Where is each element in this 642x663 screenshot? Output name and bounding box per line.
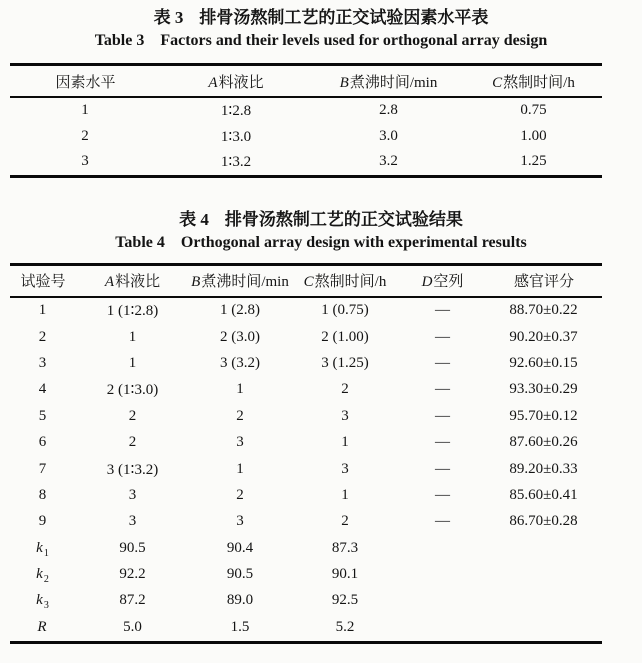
- table-cell: 5: [38, 407, 47, 424]
- table-row: [10, 149, 602, 176]
- table-cell: 1 (0.75): [321, 302, 369, 319]
- table-cell: 2: [236, 407, 244, 424]
- table3-caption-en: [0, 29, 642, 53]
- table-cell: 88.70±0.22: [509, 302, 578, 319]
- table-cell: 5.0: [123, 618, 142, 635]
- table3: [10, 63, 602, 178]
- table-cell: 8: [38, 486, 47, 503]
- table-cell: 3: [236, 513, 244, 530]
- stat-base: R: [37, 618, 47, 635]
- header-text: 煮沸时间/min: [349, 74, 438, 91]
- table4-header-run: [10, 264, 75, 297]
- table-cell: 86.70±0.28: [509, 513, 578, 530]
- table-cell: 1: [128, 328, 137, 345]
- table4-caption-en-text: Orthogonal array design with experimental results: [180, 233, 527, 251]
- table-cell: 3.0: [379, 127, 398, 144]
- table-cell: 2: [38, 328, 47, 345]
- header-text: 料液比: [115, 274, 161, 290]
- table-cell: 1 (1∶2.8): [106, 303, 159, 320]
- stat-label: [10, 588, 75, 614]
- table-cell: 6: [38, 434, 47, 451]
- table-cell: 2 (1.00): [321, 328, 369, 345]
- table4-caption-zh: [0, 178, 642, 231]
- table4-header-a: [75, 264, 190, 297]
- table3-header-a: [160, 65, 312, 98]
- table-cell: 1: [38, 302, 47, 319]
- header-text: 煮沸时间/min: [201, 274, 289, 290]
- table-row: [10, 124, 602, 150]
- table-cell: 92.5: [331, 592, 359, 609]
- table-cell: 3: [341, 407, 349, 424]
- table3-caption-zh-text: 排骨汤熬制工艺的正交试验因素水平表: [199, 8, 489, 27]
- table-cell: 1.5: [230, 618, 250, 635]
- table-cell: 3 (1.25): [321, 354, 369, 371]
- stat-subscript: 3: [43, 600, 49, 612]
- table3-header-c: [465, 65, 602, 98]
- table-row: [10, 97, 602, 124]
- table-cell: 85.60±0.41: [509, 486, 578, 503]
- table-cell: 3 (1∶3.2): [106, 461, 159, 478]
- stat-subscript: 1: [43, 547, 49, 559]
- table3-header-factor-level: [10, 65, 160, 98]
- table-cell: 5.2: [335, 618, 355, 635]
- table-cell: —: [435, 513, 450, 530]
- stat-base: k: [36, 592, 43, 609]
- table-cell: [485, 588, 602, 614]
- header-text: 因素水平: [55, 74, 116, 91]
- table-row: [10, 403, 602, 429]
- table-cell: 3 (3.2): [220, 354, 260, 371]
- stat-base: k: [36, 566, 43, 583]
- header-italic-var: B: [191, 274, 201, 290]
- table-row-stat-k2: [10, 561, 602, 587]
- table-cell: 3: [38, 354, 47, 371]
- header-text: 熬制时间/h: [314, 274, 387, 290]
- table-cell: —: [435, 486, 450, 503]
- table-cell: —: [435, 328, 450, 345]
- table4-header-c: [290, 264, 400, 297]
- table4-header-score: [485, 264, 602, 297]
- table-cell: 1: [341, 434, 349, 451]
- table-cell: 3.2: [379, 153, 398, 170]
- table-cell: 2: [236, 486, 244, 503]
- header-text: 料液比: [218, 74, 264, 91]
- header-italic-var: A: [104, 274, 115, 290]
- table-cell: [400, 588, 485, 614]
- table-cell: 1∶2.8: [220, 103, 252, 120]
- table-cell: 93.30±0.29: [509, 381, 578, 398]
- table-cell: 9: [38, 513, 47, 530]
- table-cell: 89.0: [226, 592, 254, 609]
- table4-caption-zh-label: 表 4: [179, 209, 209, 229]
- table-row: [10, 429, 602, 455]
- table-cell: 90.1: [331, 566, 359, 583]
- table-cell: —: [435, 354, 450, 371]
- table-cell: 92.60±0.15: [509, 354, 578, 371]
- table-cell: —: [435, 407, 450, 424]
- header-italic-var: A: [208, 74, 218, 91]
- table-cell: 1.00: [520, 127, 547, 144]
- table3-caption-zh-label: 表 3: [153, 8, 184, 27]
- table-cell: —: [435, 302, 450, 319]
- table-cell: 3: [341, 460, 349, 477]
- table-row: [10, 456, 602, 482]
- table-row: [10, 350, 602, 376]
- stat-subscript: 2: [43, 574, 49, 586]
- table3-header-b: [312, 65, 465, 98]
- table-cell: —: [435, 460, 450, 477]
- table-cell: 3: [128, 513, 137, 530]
- table-cell: 2: [341, 381, 349, 398]
- stat-label: [10, 614, 75, 642]
- table-cell: 1: [236, 381, 244, 398]
- table4-header-row: [10, 264, 602, 297]
- table-cell: [485, 614, 602, 642]
- table-cell: [400, 614, 485, 642]
- stat-label: [10, 561, 75, 587]
- table-cell: 1: [341, 486, 349, 503]
- header-italic-var: B: [339, 74, 349, 91]
- table-row: [10, 509, 602, 535]
- table-cell: 4: [38, 381, 47, 398]
- table-cell: 87.60±0.26: [509, 434, 578, 451]
- table4-caption-zh-text: 排骨汤熬制工艺的正交试验结果: [224, 209, 463, 229]
- table-cell: 1: [236, 460, 244, 477]
- table-cell: —: [435, 434, 450, 451]
- table4-caption-en-label: Table 4: [115, 233, 165, 251]
- table-cell: 2: [128, 407, 137, 424]
- table-cell: 1.25: [520, 153, 547, 170]
- table-cell: 2: [81, 127, 89, 144]
- table3-caption-zh: [0, 0, 642, 29]
- table-cell: [400, 535, 485, 561]
- table-cell: 90.5: [226, 566, 254, 583]
- table4: [10, 263, 602, 644]
- table-cell: 2 (1∶3.0): [106, 382, 159, 399]
- table3-section: [0, 0, 642, 178]
- stat-label: [10, 535, 75, 561]
- header-text: 空列: [433, 274, 464, 290]
- table-row-stat-k1: [10, 535, 602, 561]
- table-row: [10, 297, 602, 324]
- table4-caption-en: [0, 231, 642, 255]
- table-cell: 1: [81, 102, 89, 119]
- header-italic-var: C: [303, 274, 314, 290]
- table-cell: —: [435, 381, 450, 398]
- table-cell: 0.75: [520, 102, 547, 119]
- table3-caption-en-label: Table 3: [94, 32, 145, 49]
- header-text: 熬制时间/h: [503, 74, 575, 91]
- table-cell: 95.70±0.12: [509, 407, 578, 424]
- header-italic-var: C: [492, 74, 503, 91]
- table4-header-d: [400, 264, 485, 297]
- table-cell: 2 (3.0): [220, 328, 260, 345]
- table-row: [10, 324, 602, 350]
- table-cell: 89.20±0.33: [509, 460, 578, 477]
- table-cell: 2.8: [379, 102, 398, 119]
- table-cell: 3: [128, 486, 137, 503]
- table-cell: 1∶3.2: [220, 154, 252, 171]
- table-cell: 3: [81, 153, 89, 170]
- table-cell: [400, 561, 485, 587]
- header-text: 感官评分: [513, 274, 574, 290]
- table-cell: 2: [341, 513, 349, 530]
- table-cell: [485, 535, 602, 561]
- table-cell: 7: [38, 460, 47, 477]
- table-cell: 90.20±0.37: [509, 328, 578, 345]
- table-cell: 1∶3.0: [220, 128, 252, 145]
- table-cell: 2: [128, 434, 137, 451]
- table-cell: 1: [128, 354, 137, 371]
- table-cell: 87.2: [119, 592, 146, 609]
- stat-base: k: [36, 539, 43, 556]
- table-cell: 3: [236, 434, 244, 451]
- table-cell: [485, 561, 602, 587]
- table4-section: [0, 178, 642, 644]
- table-row-stat-r: [10, 614, 602, 642]
- table4-header-b: [190, 264, 290, 297]
- header-italic-var: D: [421, 274, 433, 290]
- table-row: [10, 482, 602, 508]
- table-cell: 90.4: [226, 539, 254, 556]
- table-row-stat-k3: [10, 588, 602, 614]
- table-cell: 90.5: [119, 539, 146, 556]
- table3-header-row: [10, 65, 602, 98]
- table3-caption-en-text: Factors and their levels used for orthogonal array design: [160, 32, 548, 49]
- table-cell: 1 (2.8): [220, 302, 260, 319]
- table-cell: 92.2: [119, 566, 146, 583]
- header-text: 试验号: [20, 274, 66, 290]
- table-row: [10, 377, 602, 403]
- table-cell: 87.3: [331, 539, 359, 556]
